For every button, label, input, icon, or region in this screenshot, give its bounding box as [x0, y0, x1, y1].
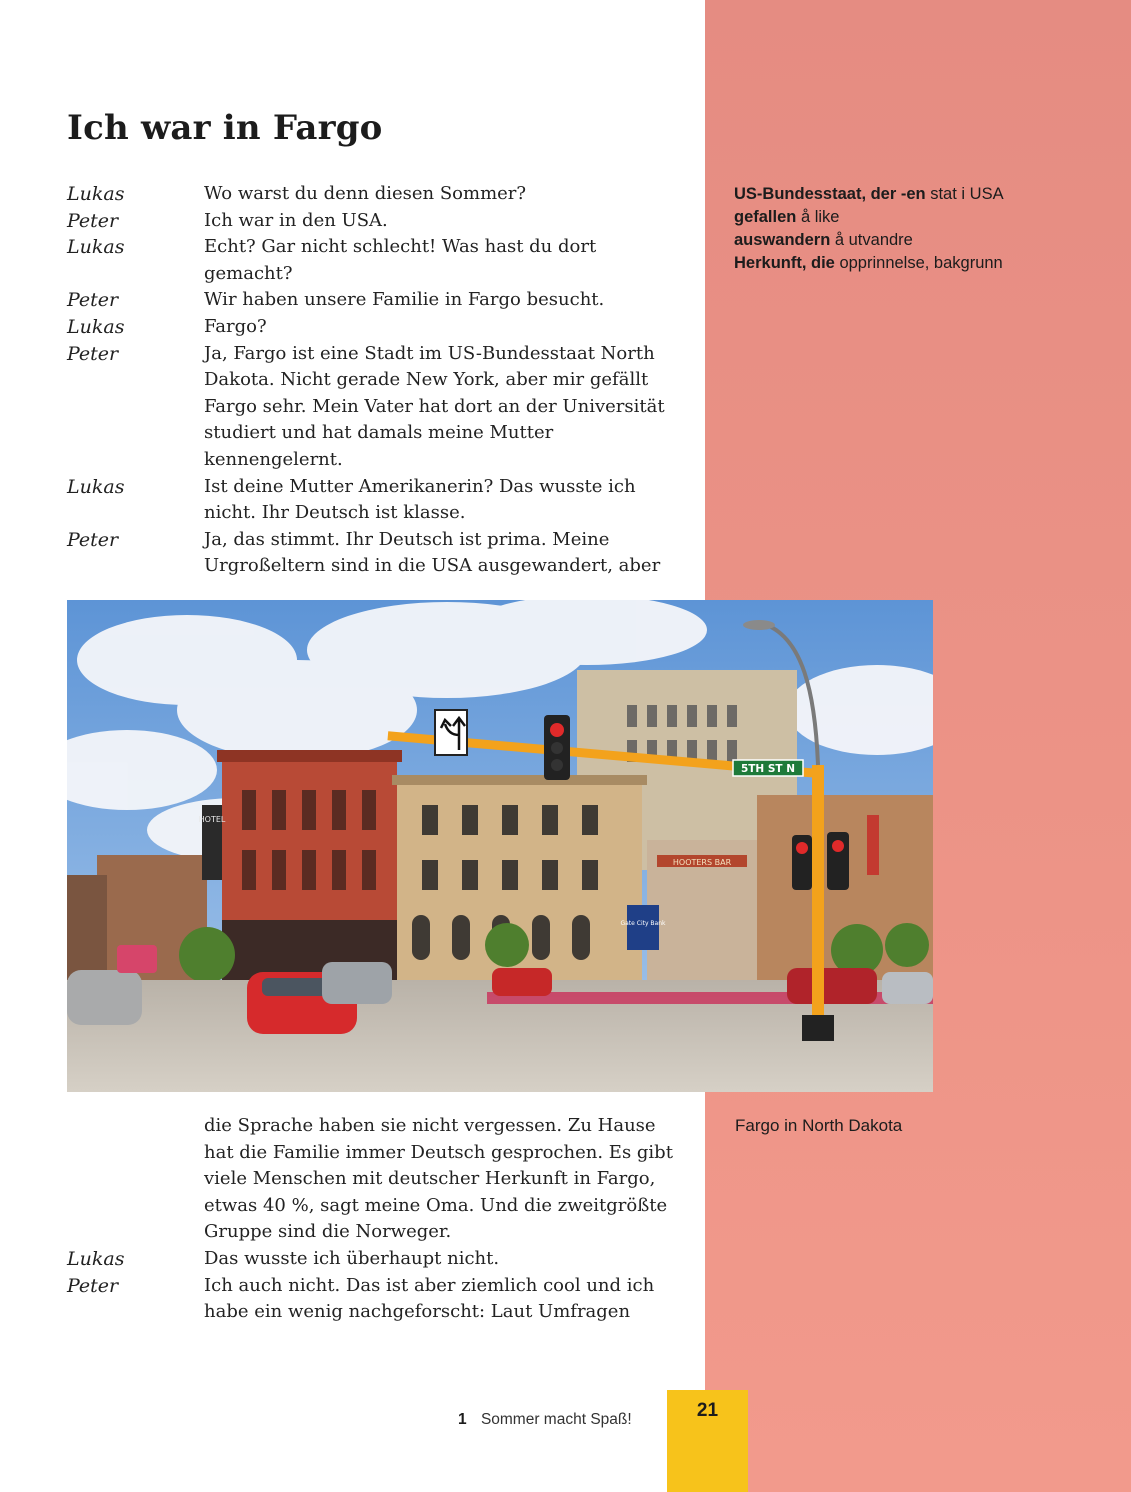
- speaker: Peter: [67, 289, 119, 312]
- speaker: Lukas: [67, 475, 125, 498]
- dialogue-line: [67, 208, 679, 235]
- speaker: Peter: [67, 528, 119, 551]
- speaker: Peter: [67, 1274, 119, 1297]
- dialogue-line: [67, 1246, 679, 1273]
- glossary-term: gefallen: [734, 208, 797, 226]
- chapter-number: 1: [458, 1411, 467, 1428]
- speaker: Peter: [67, 209, 119, 232]
- footer-chapter: [458, 1411, 632, 1429]
- glossary-translation: å like: [800, 208, 840, 226]
- street-sign: 5TH ST N: [740, 763, 796, 775]
- page-number-box: [667, 1390, 748, 1492]
- speech: Das wusste ich überhaupt nicht.: [204, 1247, 500, 1269]
- photo-caption: Fargo in North Dakota: [735, 1116, 903, 1135]
- speech: Ja, Fargo ist eine Stadt im US-Bundesstaat North Dakota. Nicht gerade New York, aber mir gefällt Fargo sehr. Mein Vater hat dort an der Universität studiert und hat damals meine Mutter kennengelernt.: [204, 342, 665, 470]
- dialogue-line: [67, 234, 679, 287]
- speaker: [67, 1113, 204, 1246]
- glossary-entry: [734, 229, 1114, 252]
- glossary-term: auswandern: [734, 231, 831, 249]
- speaker: Peter: [67, 342, 119, 365]
- dialogue-line: [67, 181, 679, 208]
- dialogue-part-2: [67, 1113, 679, 1326]
- dialogue-line: [67, 474, 679, 527]
- speaker: Lukas: [67, 236, 125, 259]
- bank-sign: Gate City Bank: [620, 920, 666, 927]
- glossary-translation: opprinnelse, bakgrunn: [839, 254, 1003, 272]
- speech: die Sprache haben sie nicht vergessen. Zu Hause hat die Familie immer Deutsch gesprochen. Es gibt viele Menschen mit deutscher Herkunft in Fargo, etwas 40 %, sagt meine Oma. Und die zweitgrößte Gruppe sind die Norweger.: [204, 1115, 673, 1243]
- speaker: Lukas: [67, 183, 125, 205]
- speaker: Lukas: [67, 1247, 125, 1270]
- dialogue-line: [67, 341, 679, 474]
- glossary-entry: [734, 183, 1114, 206]
- glossary-entry: [734, 252, 1114, 275]
- dialogue-line: [67, 314, 679, 341]
- glossary: [734, 183, 1114, 275]
- chapter-title: Sommer macht Spaß!: [480, 1411, 632, 1428]
- speech: Wir haben unsere Familie in Fargo besucht.: [204, 289, 605, 311]
- speech: Echt? Gar nicht schlecht! Was hast du dort gemacht?: [204, 236, 597, 284]
- glossary-entry: [734, 206, 1114, 229]
- speech: Ich auch nicht. Das ist aber ziemlich cool und ich habe ein wenig nachgeforscht: Laut Umfragen: [204, 1274, 655, 1323]
- dialogue-line: [67, 287, 679, 314]
- speech: Ich war in den USA.: [204, 209, 388, 231]
- dialogue-line: [67, 1273, 679, 1326]
- dialogue-line: [67, 527, 679, 580]
- page-title: Ich war in Fargo: [67, 108, 383, 148]
- fargo-street-photo: [67, 600, 933, 1092]
- glossary-term: US-Bundesstaat, der -en: [734, 185, 926, 203]
- dialogue-line: [67, 1113, 679, 1246]
- speaker: Lukas: [67, 315, 125, 338]
- glossary-term: Herkunft, die: [734, 254, 835, 272]
- dialogue-part-1: [67, 181, 679, 580]
- page-number: 21: [696, 1400, 719, 1421]
- speech: Fargo?: [204, 315, 267, 337]
- bar-sign: HOOTERS BAR: [672, 858, 732, 867]
- speech: Ist deine Mutter Amerikanerin? Das wusste ich nicht. Ihr Deutsch ist klasse.: [204, 475, 636, 524]
- speech: Ja, das stimmt. Ihr Deutsch ist prima. Meine Urgroßeltern sind in die USA ausgewandert, aber: [204, 528, 661, 577]
- glossary-translation: stat i USA: [930, 185, 1004, 203]
- hotel-sign: HOTEL: [198, 815, 226, 824]
- speech: Wo warst du denn diesen Sommer?: [204, 183, 527, 204]
- glossary-translation: å utvandre: [834, 231, 913, 249]
